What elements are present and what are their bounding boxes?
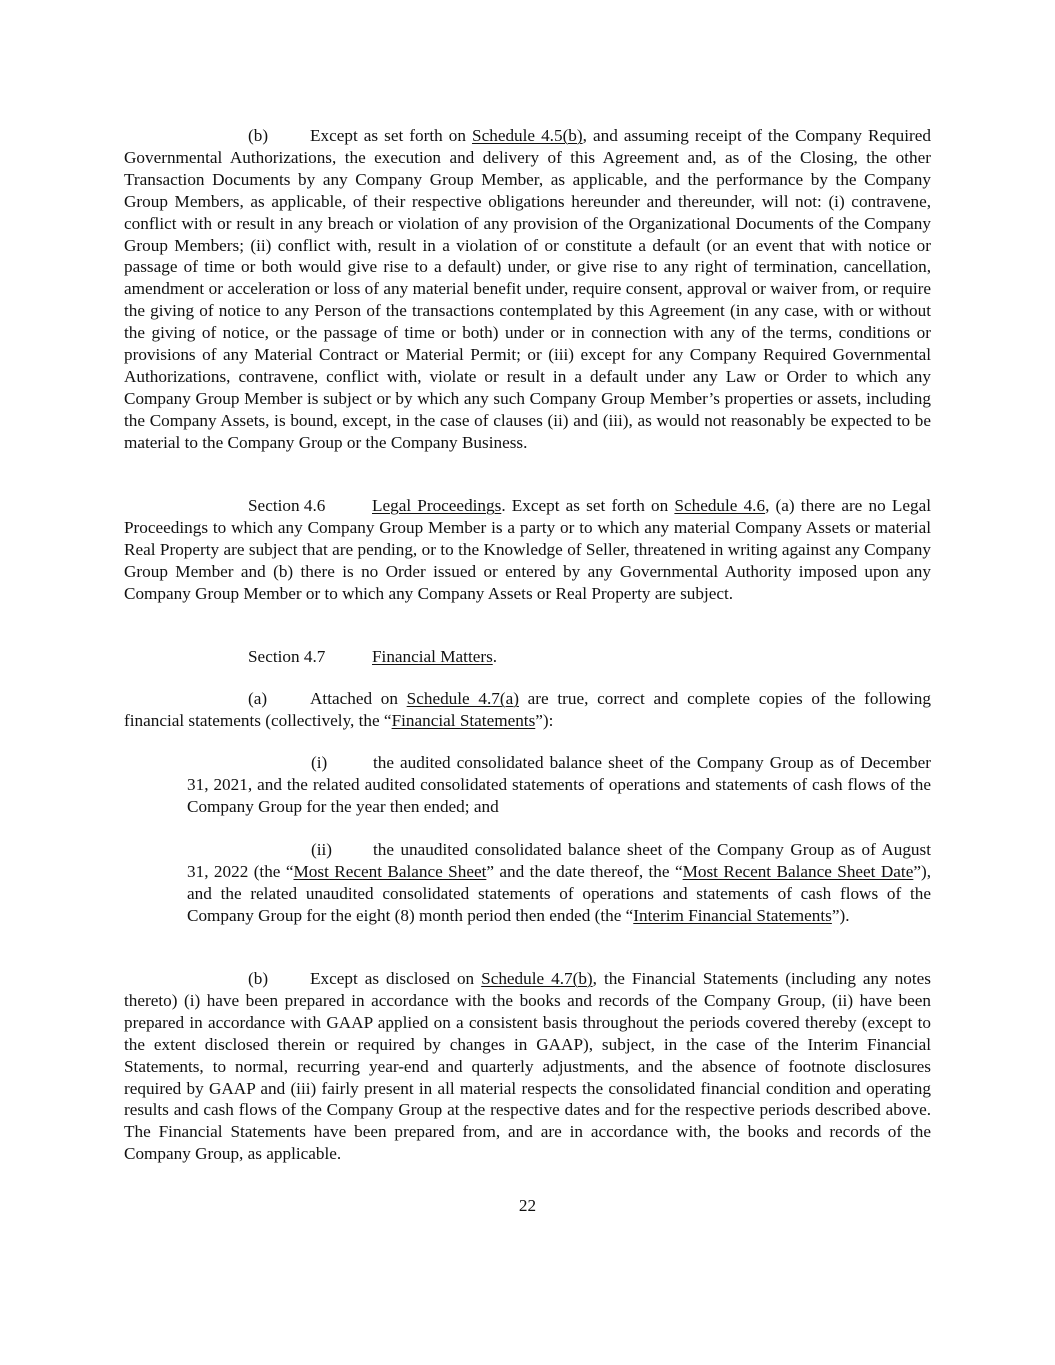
section-text: . Except as set forth on <box>501 496 675 515</box>
defined-term: Most Recent Balance Sheet Date <box>682 861 914 881</box>
clause-text: , the Financial Statements (including any notes thereto) (i) have been prepared in accordance with the books and records of the Company Group, (ii) have been prepared in accordance with GAAP applied on a consistent basis throughout the periods covered thereby (except to the extent disclosed therein or required by changes in GAAP), subject, in the case of the Interim Financial Statements, to normal, recurring year-end and quarterly adjustments, and the absence of footnote disclosures required by GAAP and (iii) fairly present in all material respects the consolidated financial condition and operating results and cash flows of the Company Group at the respective dates and for the respective periods described above. The Financial Statements have been prepared from, and are in accordance with, the books and records of the Company Group, as applicable. <box>124 969 931 1164</box>
subclause-text: ” and the date thereof, the “ <box>486 861 683 881</box>
section-4-7-a-paragraph <box>124 688 931 732</box>
schedule-reference: Schedule 4.5(b) <box>472 126 583 145</box>
schedule-reference: Schedule 4.6 <box>674 496 766 515</box>
section-number: Section 4.7 <box>248 647 326 666</box>
section-4-7-a-ii-paragraph <box>187 839 931 927</box>
clause-text: are true, correct and complete copies of the following financial statements (collectively, the “ <box>124 689 931 730</box>
subclause-label: (ii) <box>311 840 332 859</box>
section-4-6-paragraph <box>124 495 931 605</box>
clause-text: , and assuming receipt of the Company Required Governmental Authorizations, the execution and delivery of this Agreement and, as of the Closing, the other Transaction Documents by any Company Group Member, as applicable, and the performance by the Company Group Members, as applicable, of their respective obligations hereunder and thereunder, will not: (i) contravene, conflict with or result in any breach or violation of any provision of the Organizational Documents of the Company Group Members; (ii) conflict with, result in a violation of or constitute a default (or an event that with notice or passage of time or both would give rise to a default) under, or give rise to any right of termination, cancellation, amendment or acceleration or loss of any material benefit under, require consent, approval or waiver from, or require the giving of notice to any Person of the transactions contemplated by this Agreement (in any case, with or without the giving of notice, or the passage of time or both) under or in connection with any of the terms, conditions or provisions of any Material Contract or Material Permit; or (iii) except for any Company Required Governmental Authorizations, contravene, conflict with, violate or result in a default under any Law or Order to which any Company Group Member is subject or by which any such Company Group Member’s properties or assets, including the Company Assets, is bound, except, in the case of clauses (ii) and (iii), as would not reasonably be expected to be material to the Company Group or the Company Business. <box>124 126 931 452</box>
section-4-7-a-i-paragraph <box>187 752 931 818</box>
clause-label: (a) <box>248 689 268 708</box>
schedule-reference: Schedule 4.7(b) <box>481 969 593 988</box>
page-number: 22 <box>518 1196 537 1215</box>
clause-label: (b) <box>248 126 269 145</box>
section-title: Financial Matters <box>372 647 493 666</box>
clause-text: Except as set forth on <box>310 126 473 145</box>
defined-term: Financial Statements <box>391 710 536 730</box>
clause-text: Attached on <box>310 689 407 708</box>
defined-term: Most Recent Balance Sheet <box>293 861 487 881</box>
section-title-period: . <box>492 647 498 666</box>
section-number: Section 4.6 <box>248 496 326 515</box>
defined-term: Interim Financial Statements <box>633 905 832 925</box>
section-4-7-b-paragraph <box>124 968 931 1165</box>
clause-text: Except as disclosed on <box>310 969 482 988</box>
subclause-text: the audited consolidated balance sheet of the Company Group as of December 31, 2021, and the related audited consolidated statements of operations and statements of cash flows of the Company Group for the year then ended; and <box>187 753 931 816</box>
section-4-5-b-paragraph <box>124 125 931 454</box>
subclause-text: ”), and the related unaudited consolidated statements of operations and statements of cash flows of the Company Group for the eight (8) month period then ended (the “ <box>187 861 931 925</box>
clause-text: ”): <box>535 710 554 730</box>
subclause-text: ”). <box>831 905 850 925</box>
schedule-reference: Schedule 4.7(a) <box>406 689 519 708</box>
section-4-7-heading <box>124 646 931 668</box>
section-title: Legal Proceedings <box>372 496 502 515</box>
clause-label: (b) <box>248 969 269 988</box>
section-text: , (a) there are no Legal Proceedings to which any Company Group Member is a party or to which any material Company Assets or material Real Property are subject that are pending, or to the Knowledge of Seller, threatened in writing against any Company Group Member and (b) there is no Order issued or entered by any Governmental Authority imposed upon any Company Group Member or to which any Company Assets or Real Property are subject. <box>124 496 931 603</box>
subclause-label: (i) <box>311 753 328 772</box>
subclause-text: the unaudited consolidated balance sheet of the Company Group as of August 31, 2022 (the “ <box>187 840 931 881</box>
